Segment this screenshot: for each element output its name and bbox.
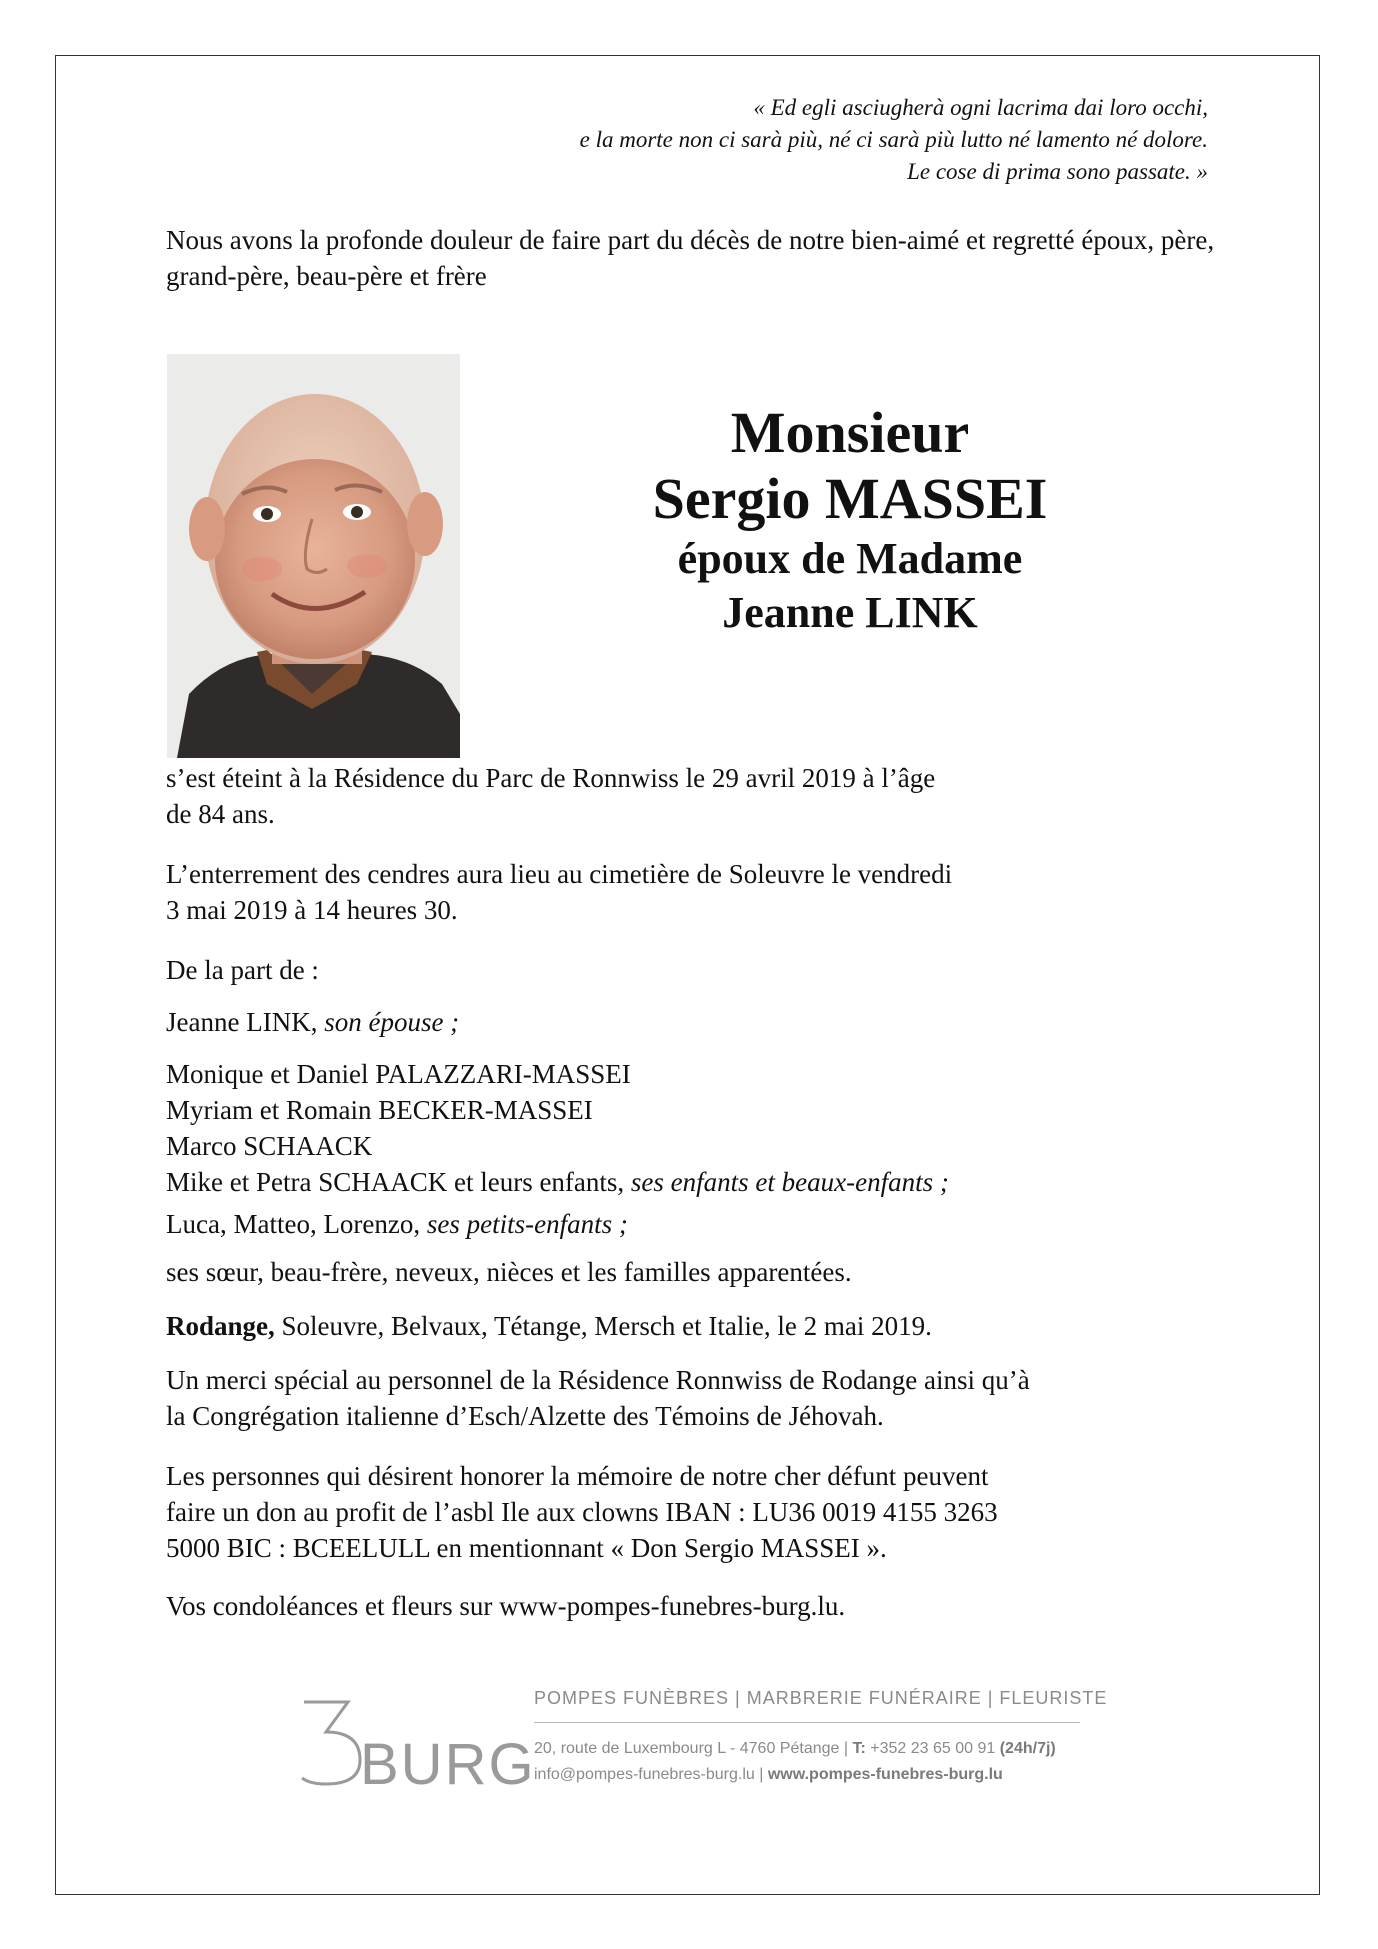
- family-child-1: Monique et Daniel PALAZZARI-MASSEI: [166, 1059, 631, 1089]
- from-label: De la part de :: [166, 955, 319, 985]
- family-grandchildren: [166, 1206, 628, 1242]
- burg-logo: [296, 1688, 536, 1797]
- deceased-name-block: [540, 400, 1160, 640]
- footer-phone: +352 23 65 00 91: [870, 1740, 996, 1757]
- family-children: [166, 1056, 949, 1200]
- family-others: ses sœur, beau-frère, neveux, nièces et les familles apparentées.: [166, 1257, 852, 1287]
- place-bold: Rodange,: [166, 1311, 275, 1341]
- place-rest: Soleuvre, Belvaux, Tétange, Mersch et Italie, le 2 mai 2019.: [281, 1311, 932, 1341]
- condolences-text: Vos condoléances et fleurs sur www-pompes-funebres-burg.lu.: [166, 1591, 846, 1621]
- family-spouse-name: Jeanne LINK,: [166, 1007, 318, 1037]
- family-child-4: Mike et Petra SCHAACK et leurs enfants,: [166, 1167, 625, 1197]
- family-spouse-role: son épouse ;: [324, 1007, 460, 1037]
- footer-address: 20, route de Luxembourg L - 4760 Pétange |: [534, 1740, 849, 1757]
- epigraph-line-3: Le cose di prima sono passate. »: [907, 159, 1208, 184]
- footer-website[interactable]: www.pompes-funebres-burg.lu: [767, 1766, 1003, 1783]
- burg-logo-mark: [296, 1688, 536, 1797]
- footer-contact-line: [534, 1766, 1003, 1784]
- death-paragraph: [166, 760, 935, 832]
- footer-divider: [534, 1722, 1080, 1723]
- family-child-3: Marco SCHAACK: [166, 1131, 373, 1161]
- death-line-1: s’est éteint à la Résidence du Parc de Ronnwiss le 29 avril 2019 à l’âge: [166, 763, 936, 793]
- grandchildren-role: ses petits-enfants ;: [426, 1209, 628, 1239]
- epigraph-line-2: e la morte non ci sarà più, né ci sarà più lutto né lamento né dolore.: [579, 127, 1208, 152]
- epigraph-line-1: « Ed egli asciugherà ogni lacrima dai loro occhi,: [753, 95, 1208, 120]
- donation-paragraph: [166, 1458, 998, 1566]
- funeral-line-2: 3 mai 2019 à 14 heures 30.: [166, 895, 458, 925]
- epigraph-quote: [580, 92, 1208, 188]
- family-spouse: [166, 1004, 459, 1040]
- donation-line-3: 5000 BIC : BCEELULL en mentionnant « Don Sergio MASSEI ».: [166, 1533, 887, 1563]
- burg-logo-text: BURG: [360, 1732, 536, 1797]
- spouse-line-2: Jeanne LINK: [722, 588, 978, 637]
- grandchildren-names: Luca, Matteo, Lorenzo,: [166, 1209, 421, 1239]
- funeral-paragraph: [166, 856, 952, 928]
- thanks-paragraph: [166, 1362, 1030, 1434]
- family-children-role: ses enfants et beaux-enfants ;: [630, 1167, 949, 1197]
- footer-address-line: [534, 1740, 1056, 1758]
- thanks-line-1: Un merci spécial au personnel de la Résidence Ronnwiss de Rodange ainsi qu’à: [166, 1365, 1030, 1395]
- deceased-photo: [167, 354, 460, 758]
- footer-phone-hours: (24h/7j): [999, 1740, 1056, 1757]
- deceased-name: Sergio MASSEI: [652, 466, 1048, 531]
- donation-line-1: Les personnes qui désirent honorer la mémoire de notre cher défunt peuvent: [166, 1461, 989, 1491]
- spouse-line-1: époux de Madame: [677, 534, 1023, 583]
- footer-email[interactable]: info@pompes-funebres-burg.lu |: [534, 1766, 764, 1783]
- thanks-line-2: la Congrégation italienne d’Esch/Alzette des Témoins de Jéhovah.: [166, 1401, 884, 1431]
- intro-text: Nous avons la profonde douleur de faire part du décès de notre bien-aimé et regretté époux, père, grand-père, beau-père et frère: [166, 225, 1215, 291]
- place-date: [166, 1308, 932, 1344]
- portrait-image: [167, 354, 460, 758]
- footer-tagline: POMPES FUNÈBRES | MARBRERIE FUNÉRAIRE | FLEURISTE: [534, 1688, 1108, 1708]
- family-child-2: Myriam et Romain BECKER-MASSEI: [166, 1095, 593, 1125]
- funeral-line-1: L’enterrement des cendres aura lieu au cimetière de Soleuvre le vendredi: [166, 859, 953, 889]
- footer-phone-label: T:: [852, 1740, 866, 1757]
- deceased-title: Monsieur: [730, 400, 970, 465]
- death-line-2: de 84 ans.: [166, 799, 275, 829]
- donation-line-2: faire un don au profit de l’asbl Ile aux clowns IBAN : LU36 0019 4155 3263: [166, 1497, 998, 1527]
